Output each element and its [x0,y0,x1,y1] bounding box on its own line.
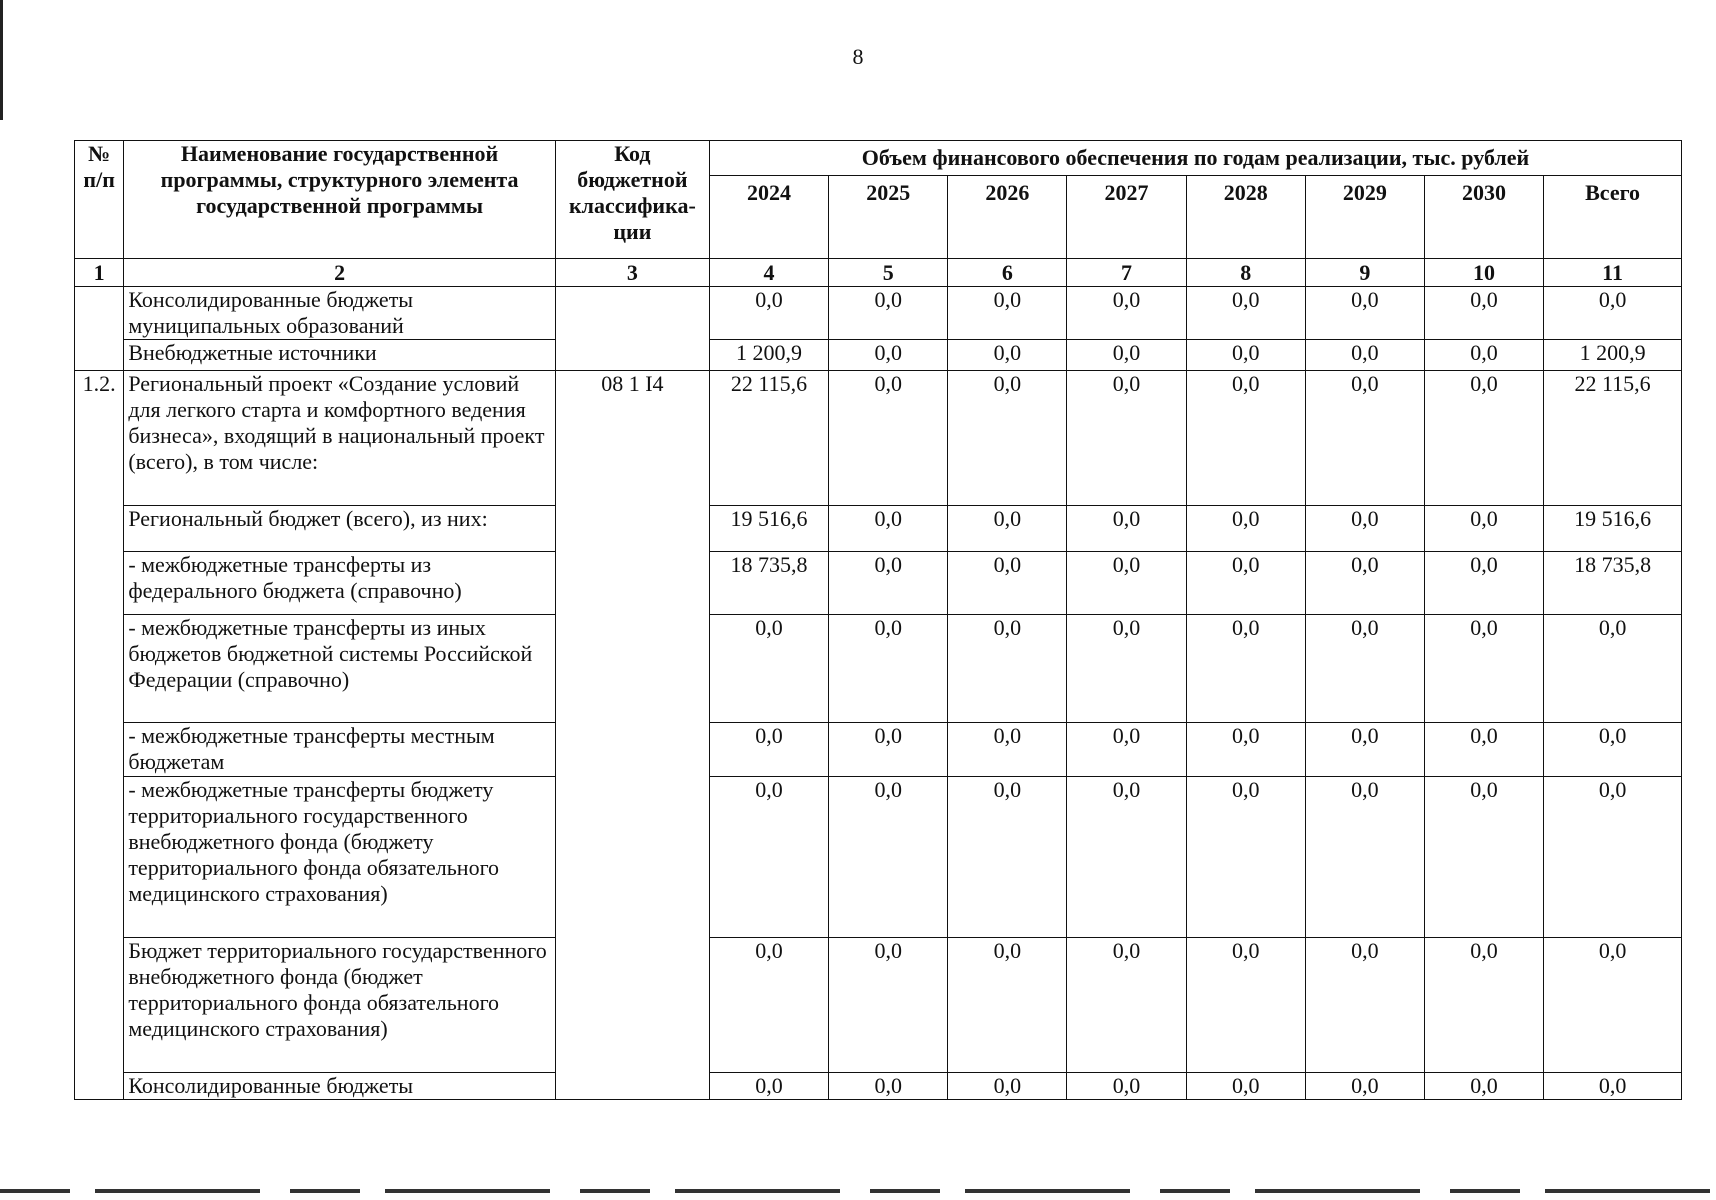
header-year: 2027 [1067,176,1186,259]
value-cell: 0,0 [948,552,1067,615]
value-cell: 0,0 [1067,340,1186,371]
value-cell: 0,0 [948,777,1067,938]
value-cell: 1 200,9 [709,340,828,371]
column-number: 1 [75,259,124,287]
row-name: Бюджет территориального государственного внебюджетного фонда (бюджет территориального фонда обязательного медицинского страхования) [124,938,556,1073]
value-cell: 0,0 [948,1073,1067,1100]
header-name: Наименование государственной программы, структурного элемента государственной программы [124,141,556,259]
value-cell: 0,0 [1424,506,1543,552]
value-cell: 0,0 [1424,1073,1543,1100]
value-cell: 0,0 [709,287,828,340]
value-cell: 0,0 [1424,723,1543,777]
value-cell: 0,0 [1305,777,1424,938]
table-row [75,723,1682,777]
value-cell: 0,0 [1067,723,1186,777]
row-code [555,287,709,371]
header-year-total: Всего [1544,176,1682,259]
column-number: 3 [555,259,709,287]
header-year: 2028 [1186,176,1305,259]
value-cell: 0,0 [1424,371,1543,506]
header-code: Код бюджетной классифика-ции [555,141,709,259]
header-financing-group: Объем финансового обеспечения по годам реализации, тыс. рублей [709,141,1681,176]
page-number: 8 [852,44,864,69]
value-cell: 18 735,8 [709,552,828,615]
row-name: - межбюджетные трансферты местным бюджетам [124,723,556,777]
value-cell-total: 18 735,8 [1544,552,1682,615]
value-cell: 0,0 [1067,371,1186,506]
value-cell: 0,0 [1305,615,1424,723]
column-number: 9 [1305,259,1424,287]
value-cell-total: 0,0 [1544,287,1682,340]
column-number: 7 [1067,259,1186,287]
value-cell: 0,0 [709,723,828,777]
value-cell-total: 0,0 [1544,938,1682,1073]
value-cell: 0,0 [1067,552,1186,615]
value-cell: 0,0 [948,287,1067,340]
value-cell-total: 0,0 [1544,615,1682,723]
table-row [75,552,1682,615]
column-number: 4 [709,259,828,287]
table-row [75,506,1682,552]
value-cell: 0,0 [1186,287,1305,340]
row-number: 1.2. [75,371,124,1100]
header-year: 2025 [829,176,948,259]
value-cell: 0,0 [709,777,828,938]
value-cell: 0,0 [1424,287,1543,340]
scan-bottom-edge [0,1189,1716,1193]
value-cell: 0,0 [1305,1073,1424,1100]
column-number: 8 [1186,259,1305,287]
value-cell-total: 19 516,6 [1544,506,1682,552]
value-cell: 0,0 [829,938,948,1073]
value-cell: 0,0 [1067,506,1186,552]
value-cell: 0,0 [829,371,948,506]
value-cell: 0,0 [829,1073,948,1100]
row-name: Консолидированные бюджеты муниципальных образований [124,287,556,340]
value-cell-total: 1 200,9 [1544,340,1682,371]
value-cell: 0,0 [1186,938,1305,1073]
value-cell-total: 0,0 [1544,777,1682,938]
value-cell: 0,0 [1186,777,1305,938]
table-row [75,777,1682,938]
value-cell: 0,0 [1186,615,1305,723]
row-name: Консолидированные бюджеты [124,1073,556,1100]
column-number: 5 [829,259,948,287]
column-number: 6 [948,259,1067,287]
value-cell: 0,0 [948,340,1067,371]
value-cell: 0,0 [1424,340,1543,371]
value-cell: 0,0 [829,723,948,777]
row-code: 08 1 I4 [555,371,709,1100]
value-cell: 0,0 [1067,615,1186,723]
column-number: 2 [124,259,556,287]
value-cell: 0,0 [948,615,1067,723]
value-cell: 0,0 [829,615,948,723]
row-name: - межбюджетные трансферты из федерального бюджета (справочно) [124,552,556,615]
value-cell: 0,0 [1186,723,1305,777]
value-cell: 0,0 [1424,552,1543,615]
row-number [75,287,124,371]
value-cell: 0,0 [1067,1073,1186,1100]
row-name: Внебюджетные источники [124,340,556,371]
table-row [75,938,1682,1073]
value-cell: 0,0 [1186,1073,1305,1100]
value-cell: 22 115,6 [709,371,828,506]
value-cell: 0,0 [1305,723,1424,777]
row-name: Региональный бюджет (всего), из них: [124,506,556,552]
value-cell: 0,0 [948,723,1067,777]
value-cell-total: 0,0 [1544,723,1682,777]
value-cell: 0,0 [1424,938,1543,1073]
value-cell: 0,0 [1305,340,1424,371]
value-cell: 0,0 [709,938,828,1073]
value-cell: 0,0 [1186,340,1305,371]
table-row [75,615,1682,723]
value-cell: 0,0 [709,615,828,723]
value-cell: 0,0 [1186,506,1305,552]
header-num: № п/п [75,141,124,259]
value-cell: 0,0 [829,552,948,615]
value-cell: 0,0 [1424,777,1543,938]
financing-table [74,140,1682,1100]
value-cell: 0,0 [709,1073,828,1100]
value-cell-total: 0,0 [1544,1073,1682,1100]
column-number-row [75,259,1682,287]
value-cell: 0,0 [948,938,1067,1073]
value-cell: 0,0 [1305,938,1424,1073]
column-number: 11 [1544,259,1682,287]
value-cell: 0,0 [1305,371,1424,506]
value-cell: 0,0 [948,371,1067,506]
value-cell: 0,0 [1186,371,1305,506]
value-cell: 0,0 [1305,552,1424,615]
table-row [75,287,1682,340]
value-cell: 0,0 [1424,615,1543,723]
value-cell: 0,0 [948,506,1067,552]
value-cell-total: 22 115,6 [1544,371,1682,506]
row-name: Региональный проект «Создание условий для легкого старта и комфортного ведения бизнеса», входящий в национальный проект (всего), в том числе: [124,371,556,506]
value-cell: 0,0 [829,506,948,552]
value-cell: 19 516,6 [709,506,828,552]
column-number: 10 [1424,259,1543,287]
row-name: - межбюджетные трансферты бюджету территориального государственного внебюджетного фонда (бюджету территориального фонда обязательного медицинского страхования) [124,777,556,938]
header-year: 2029 [1305,176,1424,259]
value-cell: 0,0 [1067,777,1186,938]
value-cell: 0,0 [1305,287,1424,340]
value-cell: 0,0 [829,777,948,938]
value-cell: 0,0 [1305,506,1424,552]
header-year: 2030 [1424,176,1543,259]
row-name: - межбюджетные трансферты из иных бюджетов бюджетной системы Российской Федерации (справочно) [124,615,556,723]
header-year: 2026 [948,176,1067,259]
table-row [75,340,1682,371]
value-cell: 0,0 [829,340,948,371]
value-cell: 0,0 [1067,938,1186,1073]
value-cell: 0,0 [1186,552,1305,615]
table-row [75,1073,1682,1100]
table-row [75,371,1682,506]
value-cell: 0,0 [1067,287,1186,340]
value-cell: 0,0 [829,287,948,340]
header-year: 2024 [709,176,828,259]
